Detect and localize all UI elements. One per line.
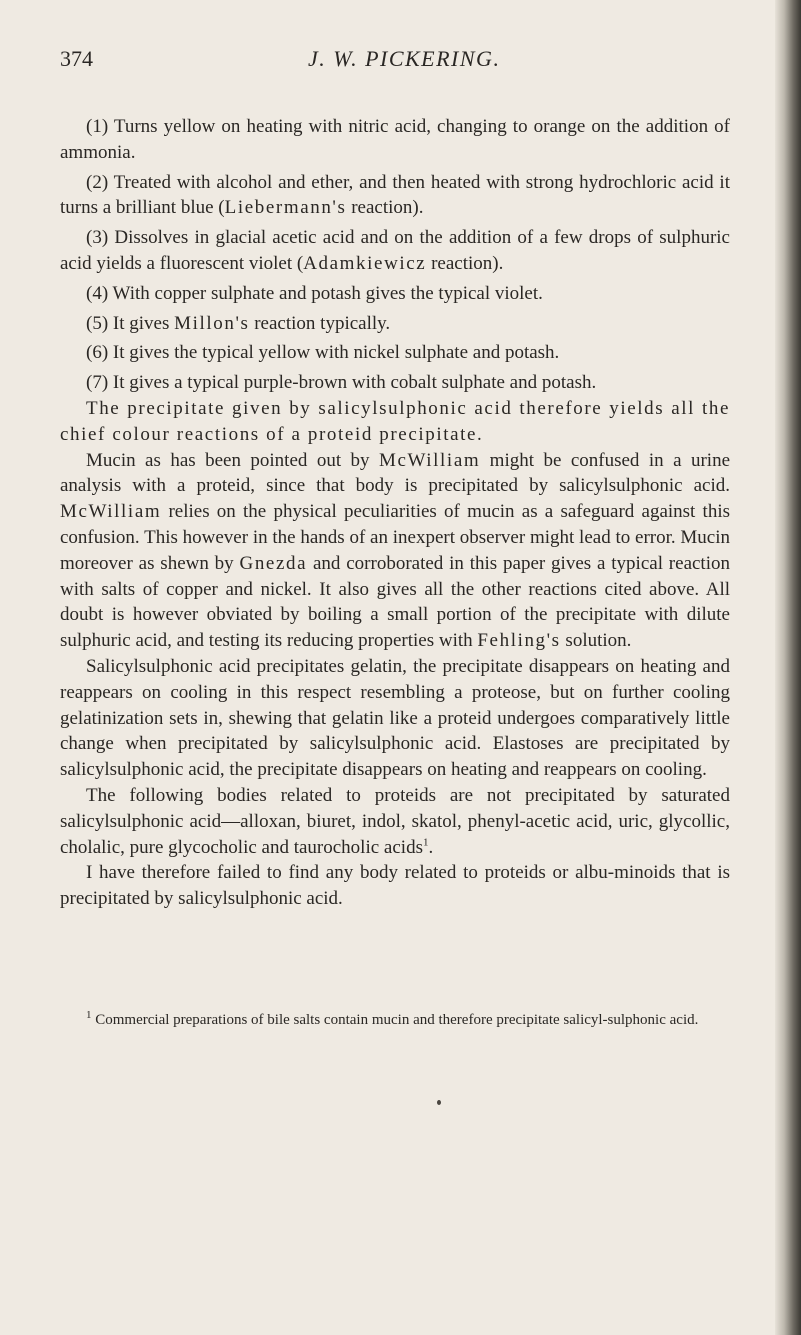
paragraph-7 (60, 370, 730, 396)
paragraph-1 (60, 114, 730, 166)
paragraph-12 (60, 860, 730, 912)
paragraph-5-text-c: reaction typically. (249, 312, 391, 334)
paragraph-6-text: (6) It gives the typical yellow with nickel sulphate and potash. (86, 342, 560, 364)
footnote-reference: 1 (422, 836, 429, 849)
paragraph-8 (60, 396, 730, 448)
paragraph-1-text: (1) Turns yellow on heating with nitric acid, changing to orange on the addition of ammonia. (60, 116, 730, 163)
paragraph-11-text-b: . (428, 836, 434, 858)
paragraph-3 (60, 225, 730, 277)
paragraph-6 (60, 340, 730, 366)
footnote-text: Commercial preparations of bile salts contain mucin and therefore precipitate salicyl-sulphonic acid. (91, 1012, 699, 1028)
paragraph-9-name-2: McWilliam (60, 501, 162, 523)
paragraph-2-name: Liebermann's (224, 197, 347, 219)
paragraph-10-text: Salicylsulphonic acid precipitates gelatin, the precipitate disappears on heating and reappears on cooling in this respect resembling a proteose, but on further cooling gelatinization sets in, shewing that gelatin like a proteid undergoes comparatively little change when precipitated by salicylsulphonic acid. Elastoses are precipitated by salicylsulphonic acid, the precipitate disappears on heating and reappears on cooling. (60, 655, 730, 781)
paragraph-9-text-a: Mucin as has been pointed out by (86, 449, 379, 471)
paragraph-11 (60, 783, 730, 860)
paragraph-3-text-c: reaction). (426, 252, 504, 274)
paragraph-3-name: Adamkiewicz (303, 252, 427, 274)
paragraph-2-text-a: (2) Treated with alcohol and ether, and then heated with strong hydrochloric acid it turns a brilliant blue ( (60, 171, 730, 219)
paragraph-10 (60, 654, 730, 783)
page-header (60, 46, 740, 76)
page-edge-shadow (775, 0, 801, 1335)
page-number: 374 (60, 46, 93, 71)
paragraph-9-text-i: solution. (560, 630, 632, 652)
paragraph-9-text-e: relies on the physical peculiarities of mucin as a safeguard against this confusion. This however in the hands of an inexpert observer might lead to error. Mucin moreover as shewn by (60, 501, 730, 574)
footnote-marker: 1 (86, 1009, 92, 1021)
paragraph-9-name-4: Fehling's (477, 630, 561, 652)
paragraph-9-name-3: Gnezda (239, 552, 308, 574)
footnote-paragraph (60, 1010, 730, 1031)
paragraph-12-text: I have therefore failed to find any body related to proteids or albu-minoids that is precipitated by salicylsulphonic acid. (60, 862, 730, 910)
paragraph-2 (60, 170, 730, 222)
print-speck (437, 1100, 441, 1105)
body-text (60, 114, 730, 912)
paragraph-2-text-c: reaction). (346, 197, 424, 219)
paragraph-3-text-a: (3) Dissolves in glacial acetic acid and on the addition of a few drops of sulphuric acid yields a fluorescent violet ( (60, 227, 730, 274)
paragraph-5-name: Millon's (174, 312, 250, 334)
paragraph-11-text-a: The following bodies related to proteids are not precipitated by saturated salicylsulphonic acid—alloxan, biuret, indol, skatol, phenyl-acetic acid, uric, glycollic, cholalic, pure glycocholic and taurocholic acids (60, 784, 730, 858)
paragraph-9-text-c: might be confused in a urine analysis with a proteid, since that body is precipitated by salicylsulphonic acid. (60, 449, 730, 497)
paragraph-9-name-1: McWilliam (379, 449, 481, 471)
paragraph-5 (60, 311, 730, 337)
paragraph-9 (60, 448, 730, 654)
running-head: J. W. PICKERING. (308, 46, 501, 71)
paragraph-4-text: (4) With copper sulphate and potash gives the typical violet. (86, 282, 543, 304)
paragraph-4 (60, 281, 730, 307)
paragraph-5-text-a: (5) It gives (86, 312, 175, 334)
paragraph-8-text: The precipitate given by salicylsulphonic acid therefore yields all the chief colour reactions of a proteid precipitate. (60, 397, 730, 445)
paragraph-9-text-g: and corroborated in this paper gives a typical reaction with salts of copper and nickel. It also gives all the other reactions cited above. All doubt is however obviated by boiling a small portion of the precipitate with dilute sulphuric acid, and testing its reducing properties with (60, 552, 730, 652)
footnote (60, 1010, 730, 1031)
paragraph-7-text: (7) It gives a typical purple-brown with cobalt sulphate and potash. (86, 372, 597, 394)
